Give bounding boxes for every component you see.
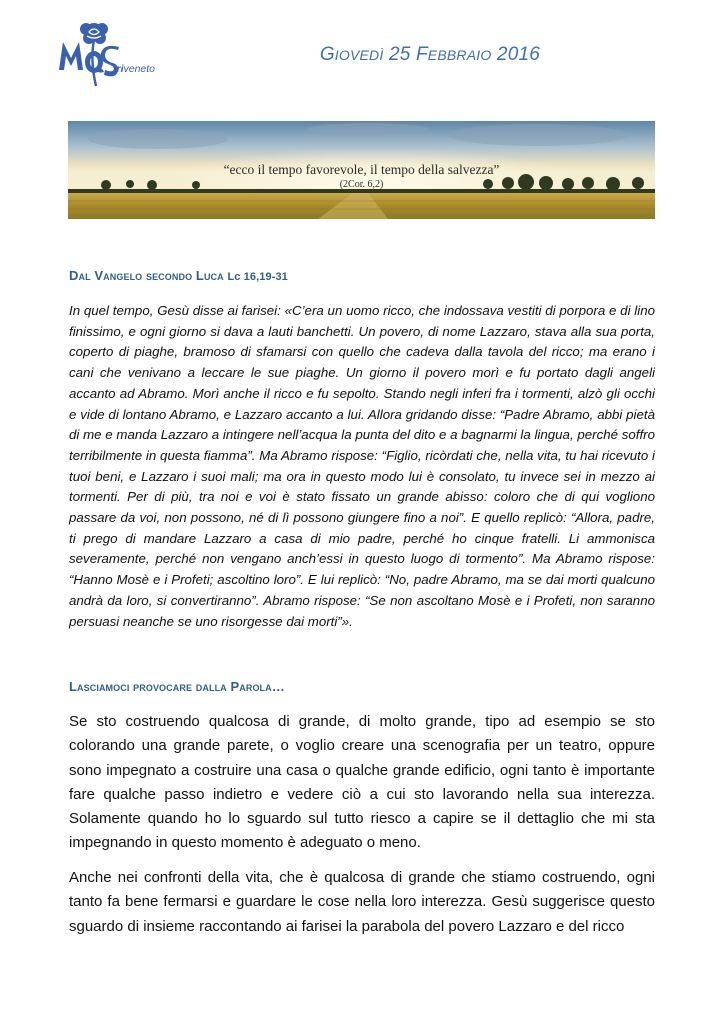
logo-wordmark: triveneto <box>113 63 156 75</box>
gospel-heading: Dal Vangelo secondo Luca Lc 16,19-31 <box>69 268 288 283</box>
banner-quote: “ecco il tempo favorevole, il tempo della salvezza” <box>223 162 500 177</box>
gospel-text: In quel tempo, Gesù disse ai farisei: «C’era un uomo ricco, che indossava vestiti di porpora e di lino finissimo, e ogni giorno si dava a lauti banchetti. Un povero, di nome Lazzaro, stava alla sua porta, coperto di piaghe, bramoso di sfamarsi con quello che cadeva dalla tavola del ricco; ma erano i cani che venivano a leccare le sue piaghe. Un giorno il povero morì e fu portato dagli angeli accanto ad Abramo. Morì anche il ricco e fu sepolto. Stando negli inferi fra i tormenti, alzò gli occhi e vide di lontano Abramo, e Lazzaro accanto a lui. Allora gridando disse: “Padre Abramo, abbi pietà di me e manda Lazzaro a intingere nell’acqua la punta del dito e a bagnarmi la lingua, perché soffro terribilmente in questa fiamma”. Ma Abramo rispose: “Figlio, ricòrdati che, nella vita, tu hai ricevuto i tuoi beni, e Lazzaro i suoi mali; ma ora in questo modo lui è consolato, tu invece sei in mezzo ai tormenti. Per di più, tra noi e voi è stato fissato un grande abisso: coloro che di qui vogliono passare da voi, non possono, né di lì possono giungere fino a noi”. E quello replicò: “Allora, padre, ti prego di mandare Lazzaro a casa di mio padre, perché ho cinque fratelli. Li ammonisca severamente, perché non vengano anch’essi in questo luogo di tormento”. Ma Abramo rispose: “Hanno Mosè e i Profeti; ascoltino loro”. E lui replicò: “No, padre Abramo, ma se dai morti qualcuno andrà da loro, si convertiranno”. Abramo rispose: “Se non ascoltano Mosè e i Profeti, non saranno persuasi neanche se uno risorgesse dai morti”». <box>69 303 655 629</box>
reflection-paragraph: Se sto costruendo qualcosa di grande, di molto grande, tipo ad esempio se sto colorando una grande parete, o voglio creare una scenografia per un teatro, oppure sono impegnato a costruire una casa o qualche grande edificio, ogni tanto è importante fare qualche passo indietro e vedere ciò a cui sto lavorando nella sua interezza. Solamente quando ho lo sguardo sul tutto riesco a capire se il dettaglio che mi sta impegnando in questo momento è adeguato o meno. <box>69 713 655 852</box>
mos-logo <box>56 20 156 92</box>
landscape-banner <box>68 121 655 219</box>
banner-reference: (2Cor. 6,2) <box>339 179 384 190</box>
gospel-reference: Lc 16,19-31 <box>227 271 288 283</box>
reflection-paragraph: Anche nei confronti della vita, che è qualcosa di grande che stiamo costruendo, ogni tanto fa bene fermarsi e guardare le cose nella loro interezza. Gesù suggerisce questo sguardo di insieme raccontando ai farisei la parabola del povero Lazzaro e del ricco <box>69 869 655 935</box>
reflection-heading: Lasciamoci provocare dalla Parola… <box>69 679 285 694</box>
page-date: GIOVEDÌ 25 FEBBRAIO 2016 <box>319 44 540 65</box>
rose-logo-icon <box>56 20 148 92</box>
